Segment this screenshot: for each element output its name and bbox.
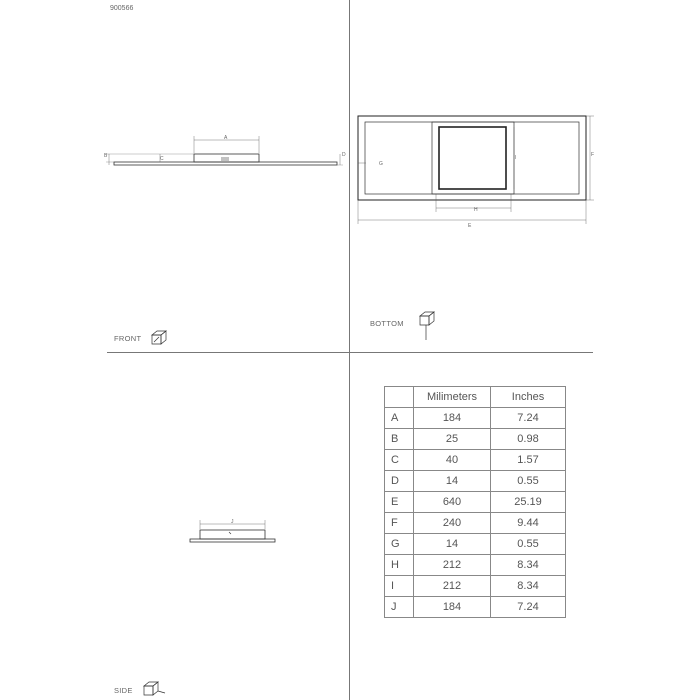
dim-label-j: J bbox=[231, 519, 234, 525]
header-letter bbox=[385, 387, 414, 408]
row-millimeters: 14 bbox=[414, 471, 491, 492]
side-cube-icon bbox=[144, 682, 165, 695]
row-letter: B bbox=[385, 429, 414, 450]
dim-label-g: G bbox=[379, 161, 383, 167]
table-row bbox=[385, 471, 566, 492]
table-row bbox=[385, 492, 566, 513]
dim-label-e: E bbox=[468, 223, 472, 229]
row-letter: E bbox=[385, 492, 414, 513]
row-millimeters: 25 bbox=[414, 429, 491, 450]
row-inches: 1.57 bbox=[491, 450, 566, 471]
row-letter: F bbox=[385, 513, 414, 534]
row-millimeters: 40 bbox=[414, 450, 491, 471]
table-row bbox=[385, 408, 566, 429]
row-letter: H bbox=[385, 555, 414, 576]
table-row bbox=[385, 429, 566, 450]
header-millimeters: Milimeters bbox=[414, 387, 491, 408]
table-row bbox=[385, 534, 566, 555]
dim-label-d: D bbox=[342, 152, 346, 158]
front-view-label: FRONT bbox=[114, 334, 142, 343]
row-millimeters: 640 bbox=[414, 492, 491, 513]
table-row bbox=[385, 513, 566, 534]
row-inches: 0.55 bbox=[491, 534, 566, 555]
dim-label-i: I bbox=[515, 155, 517, 161]
dim-label-a: A bbox=[224, 135, 228, 141]
row-inches: 0.98 bbox=[491, 429, 566, 450]
row-inches: 8.34 bbox=[491, 555, 566, 576]
table-row bbox=[385, 555, 566, 576]
row-letter: C bbox=[385, 450, 414, 471]
table-row bbox=[385, 597, 566, 618]
row-inches: 9.44 bbox=[491, 513, 566, 534]
row-inches: 7.24 bbox=[491, 597, 566, 618]
row-millimeters: 212 bbox=[414, 576, 491, 597]
row-letter: D bbox=[385, 471, 414, 492]
row-millimeters: 14 bbox=[414, 534, 491, 555]
dimensions-table bbox=[384, 386, 566, 618]
dim-label-h: H bbox=[474, 207, 478, 213]
table-header-row bbox=[385, 387, 566, 408]
row-inches: 7.24 bbox=[491, 408, 566, 429]
row-millimeters: 240 bbox=[414, 513, 491, 534]
row-millimeters: 212 bbox=[414, 555, 491, 576]
row-millimeters: 184 bbox=[414, 408, 491, 429]
row-letter: J bbox=[385, 597, 414, 618]
table-row bbox=[385, 576, 566, 597]
side-view-label: SIDE bbox=[114, 686, 133, 695]
dim-label-f: F bbox=[591, 152, 595, 158]
dim-label-c: C bbox=[160, 156, 164, 162]
product-code: 900566 bbox=[110, 5, 134, 12]
bottom-cube-icon bbox=[420, 312, 434, 340]
row-inches: 25.19 bbox=[491, 492, 566, 513]
front-cube-icon bbox=[152, 331, 166, 344]
row-inches: 0.55 bbox=[491, 471, 566, 492]
row-letter: G bbox=[385, 534, 414, 555]
row-millimeters: 184 bbox=[414, 597, 491, 618]
header-inches: Inches bbox=[491, 387, 566, 408]
dim-label-b: B bbox=[104, 153, 108, 159]
bottom-view-label: BOTTOM bbox=[370, 319, 404, 328]
row-inches: 8.34 bbox=[491, 576, 566, 597]
row-letter: I bbox=[385, 576, 414, 597]
table-row bbox=[385, 450, 566, 471]
row-letter: A bbox=[385, 408, 414, 429]
